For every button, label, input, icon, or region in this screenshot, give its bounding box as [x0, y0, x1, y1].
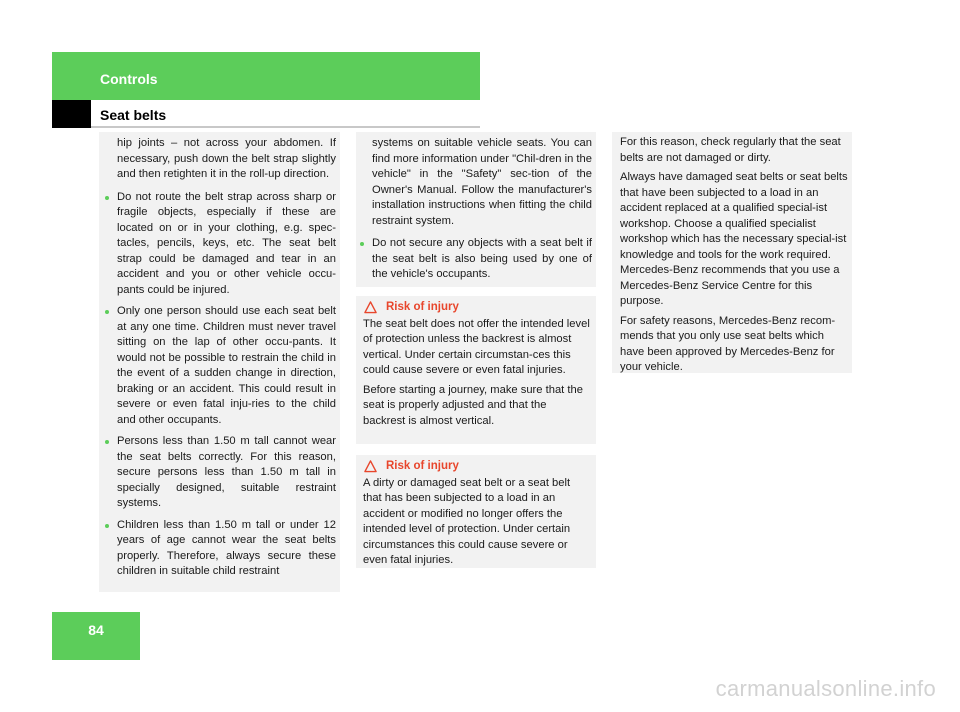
watermark: carmanualsonline.info	[715, 676, 936, 701]
bullet-text: Do not secure any objects with a seat belt if the seat belt is also being used by one of the vehicle's occupants.	[372, 237, 592, 280]
col3-paragraph: For safety reasons, Mercedes-Benz recom-mends that you only use seat belts which have been approved by Mercedes-Benz for your vehicle.	[620, 314, 836, 373]
bullet-item	[117, 434, 336, 512]
column-middle	[356, 132, 596, 287]
header-tab-marker	[52, 100, 91, 128]
warning-text: A dirty or damaged seat belt or a seat belt that has been subjected to a load in an accident or modified no longer offers the intended level of protection. Under certain circumstances this could cause severe or even fatal injuries.	[363, 476, 571, 566]
bullet-item	[117, 190, 336, 299]
warning-triangle-icon	[364, 460, 377, 473]
section-title: Controls	[100, 71, 158, 87]
warning-header	[363, 300, 590, 316]
col2-intro: systems on suitable vehicle seats. You can find more information under "Chil-dren in the vehicle" in the "Safety" sec-tion of the Owner's Manual. Follow the manufacturer's installation instructions when fitting the child restraint system.	[372, 137, 592, 227]
warning-text: Before starting a journey, make sure that the seat is properly adjusted and that the backrest is almost vertical.	[363, 383, 583, 427]
warning-title: Risk of injury	[386, 301, 459, 313]
warning-header	[363, 459, 590, 475]
bullet-dot-icon	[360, 242, 364, 246]
bullet-text: Children less than 1.50 m tall or under 12 years of age cannot wear the seat belts properly. Therefore, always secure these children in suitable child restraint	[117, 518, 336, 577]
page-number: 84	[88, 622, 104, 638]
bullet-dot-icon	[105, 310, 109, 314]
bullet-dot-icon	[105, 524, 109, 528]
bullet-dot-icon	[105, 196, 109, 200]
col3-paragraph: Always have damaged seat belts or seat belts that have been subjected to a load in an accident replaced at a qualified special-ist workshop. Choose a qualified specialist workshop which has the necessary special-ist knowledge and tools for the work required. Mercedes-Benz recommends that you use a Mercedes-Benz Service Centre for this purpose.	[620, 171, 848, 307]
bullet-item	[117, 518, 336, 580]
warning-triangle-icon	[364, 301, 377, 314]
bullet-item	[372, 236, 592, 283]
bullet-text: Only one person should use each seat belt at any one time. Children must never travel sitting on the lap of other occu-pants. It would not be possible to restrain the child in the event of a sudden change in direction, braking or an accident. This could result in severe or even fatal inju-ries to the child and other occupants.	[117, 305, 336, 426]
column-left	[99, 132, 340, 592]
warning-box-damaged-belt	[356, 455, 596, 568]
bullet-text: Persons less than 1.50 m tall cannot wear the seat belts correctly. For this reason, secure persons less than 1.50 m tall in specially designed, suitable restraint systems.	[117, 435, 336, 509]
warning-text: The seat belt does not offer the intended level of protection unless the backrest is almost vertical. Under certain circumstan-ces this could cause severe or even fatal injuries.	[363, 317, 590, 376]
page-number-box	[52, 612, 140, 660]
bullet-item	[117, 304, 336, 428]
bullet-text: Do not route the belt strap across sharp or fragile objects, especially if these are located on or in your clothing, e.g. spec-tacles, pencils, keys, etc. The seat belt strap could be damaged and tear in an accident and you or other vehicle occu-pants could be injured.	[117, 190, 336, 296]
col1-intro: hip joints – not across your abdomen. If necessary, push down the belt strap slightly and then retighten it in the roll-up direction.	[117, 137, 336, 180]
warning-title: Risk of injury	[386, 460, 459, 472]
warning-box-backrest	[356, 296, 596, 444]
header-divider	[91, 126, 480, 128]
page-subtitle: Seat belts	[100, 107, 167, 123]
bullet-dot-icon	[105, 440, 109, 444]
column-right	[612, 132, 852, 373]
col3-paragraph: For this reason, check regularly that the seat belts are not damaged or dirty.	[620, 136, 841, 164]
